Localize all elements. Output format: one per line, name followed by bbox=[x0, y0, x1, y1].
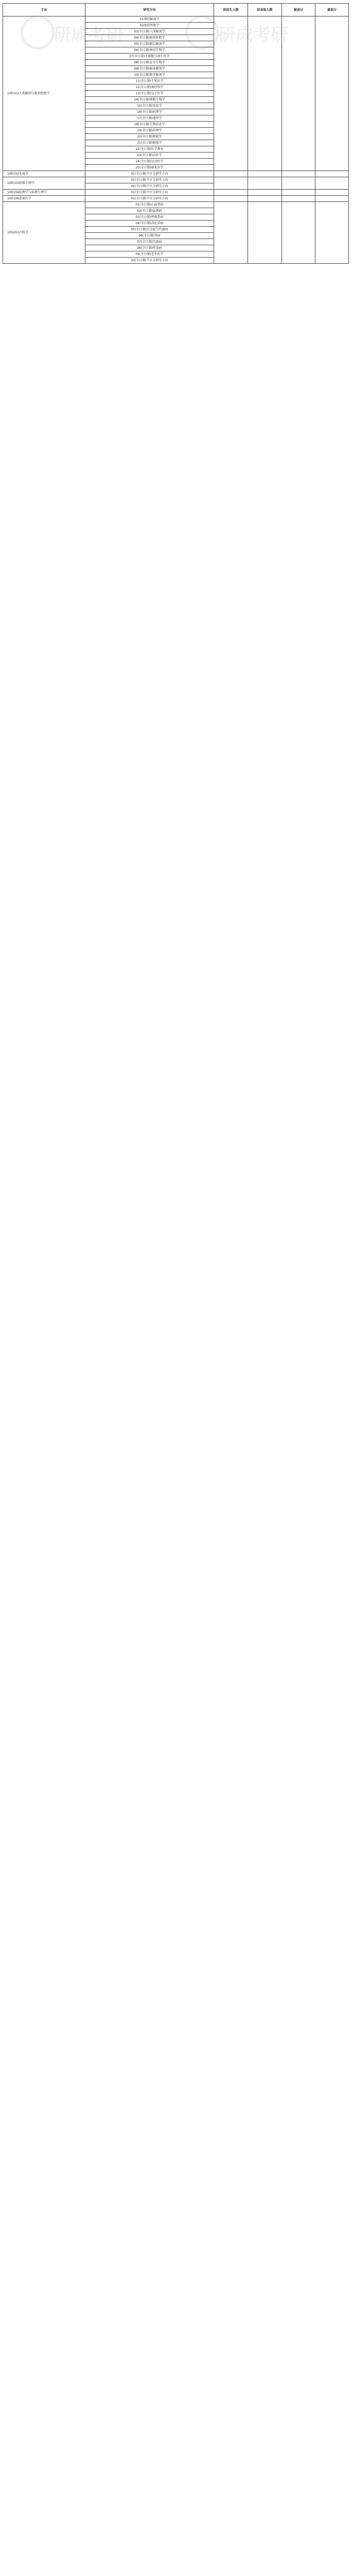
table-row bbox=[3, 196, 349, 202]
direction-cell: 01(全日制)不区分研究方向 bbox=[85, 196, 214, 202]
direction-cell: 01神经解剖学 bbox=[85, 16, 214, 23]
min-cell bbox=[315, 171, 349, 177]
direction-cell: 15(全日制)免疫学 bbox=[85, 103, 214, 109]
admit-cell bbox=[248, 202, 282, 264]
direction-cell: 20(全日制)肿瘤学 bbox=[85, 134, 214, 140]
plan-cell bbox=[214, 190, 248, 196]
direction-cell: 16(全日制)病理学 bbox=[85, 109, 214, 115]
major-cell: 100101人体解剖与组织胚胎学 bbox=[3, 16, 85, 171]
direction-cell: 07(全日制)干细胞与再生医学 bbox=[85, 54, 214, 60]
direction-cell: 02组织胚胎学 bbox=[85, 23, 214, 29]
direction-cell: 01(全日制)不区分研究方向 bbox=[85, 190, 214, 196]
header-max-score: 最高分 bbox=[282, 4, 315, 16]
direction-cell: 22(全日制)医学教育 bbox=[85, 146, 214, 152]
major-cell: 100106放射医学 bbox=[3, 196, 85, 202]
direction-cell: 10(全日制)不区分研究方向 bbox=[85, 258, 214, 264]
watermark-text: 研成考研 bbox=[218, 25, 288, 45]
direction-cell: 05(全日制)内分泌与代谢病 bbox=[85, 227, 214, 233]
min-cell bbox=[315, 202, 349, 264]
major-cell: 100201内科学 bbox=[3, 202, 85, 264]
direction-cell: 19(全日制)药理学 bbox=[85, 128, 214, 134]
header-min-score: 最低分 bbox=[315, 4, 349, 16]
major-cell: 100102免疫学 bbox=[3, 171, 85, 177]
min-cell bbox=[315, 177, 349, 190]
direction-cell: 08(全日制)发育生物学 bbox=[85, 60, 214, 66]
direction-cell: 03(全日制)呼吸系病 bbox=[85, 214, 214, 221]
direction-cell: 01(全日制)不区分研究方向 bbox=[85, 177, 214, 183]
admit-cell bbox=[248, 16, 282, 171]
direction-cell: 14(全日制)细胞生物学 bbox=[85, 97, 214, 103]
direction-cell: 10(全日制)数字解剖学 bbox=[85, 72, 214, 78]
direction-cell: 25(全日制)康复医学 bbox=[85, 165, 214, 171]
admit-cell bbox=[248, 171, 282, 177]
admit-cell bbox=[248, 196, 282, 202]
plan-cell bbox=[214, 177, 248, 190]
header-major: 专业 bbox=[3, 4, 85, 16]
direction-cell: 13(全日制)分子医学 bbox=[85, 91, 214, 97]
major-cell: 100103病原生物学 bbox=[3, 177, 85, 190]
admit-cell bbox=[248, 190, 282, 196]
direction-cell: 08(全日制)传染病 bbox=[85, 245, 214, 251]
max-cell bbox=[282, 196, 315, 202]
plan-cell bbox=[214, 202, 248, 264]
direction-cell: 01(全日制)不区分研究方向 bbox=[85, 171, 214, 177]
direction-cell: 09(全日制)老年医学 bbox=[85, 251, 214, 258]
header-direction: 研究方向 bbox=[85, 4, 214, 16]
plan-cell bbox=[214, 16, 248, 171]
direction-cell: 02(全日制)不区分研究方向 bbox=[85, 183, 214, 190]
table-row bbox=[3, 177, 349, 183]
direction-cell: 11(全日制)生殖医学 bbox=[85, 78, 214, 84]
table-header-row bbox=[3, 4, 349, 16]
direction-cell: 18(全日制)生物信息学 bbox=[85, 122, 214, 128]
max-cell bbox=[282, 190, 315, 196]
plan-cell bbox=[214, 196, 248, 202]
direction-cell: 23(全日制)法医学 bbox=[85, 152, 214, 159]
max-cell bbox=[282, 16, 315, 171]
table-body bbox=[3, 16, 349, 264]
direction-cell: 05(全日制)断层解剖学 bbox=[85, 41, 214, 47]
direction-cell: 06(全日制)神经生物学 bbox=[85, 47, 214, 54]
table-row bbox=[3, 202, 349, 208]
direction-cell: 24(全日制)运动医学 bbox=[85, 159, 214, 165]
direction-cell: 03(全日制)人体解剖学 bbox=[85, 29, 214, 35]
table-row bbox=[3, 171, 349, 177]
min-cell bbox=[315, 16, 349, 171]
admission-table bbox=[3, 3, 349, 264]
admission-table-container bbox=[3, 3, 348, 264]
min-cell bbox=[315, 190, 349, 196]
direction-cell: 04(全日制)组织胚胎学 bbox=[85, 35, 214, 41]
min-cell bbox=[315, 196, 349, 202]
direction-cell: 21(全日制)影像学 bbox=[85, 140, 214, 146]
direction-cell: 01(全日制)心血管病 bbox=[85, 202, 214, 208]
plan-cell bbox=[214, 171, 248, 177]
table-row bbox=[3, 190, 349, 196]
max-cell bbox=[282, 171, 315, 177]
direction-cell: 12(全日制)神经科学 bbox=[85, 84, 214, 91]
direction-cell: 17(全日制)遗传学 bbox=[85, 115, 214, 122]
direction-cell: 07(全日制)风湿病 bbox=[85, 239, 214, 245]
header-admit: 拟录取人数 bbox=[248, 4, 282, 16]
direction-cell: 02(全日制)血液病 bbox=[85, 208, 214, 214]
direction-cell: 04(全日制)消化系病 bbox=[85, 221, 214, 227]
direction-cell: 09(全日制)临床解剖学 bbox=[85, 66, 214, 72]
header-plan: 拟招生人数 bbox=[214, 4, 248, 16]
max-cell bbox=[282, 202, 315, 264]
major-cell: 100104病理学与病理生理学 bbox=[3, 190, 85, 196]
admit-cell bbox=[248, 177, 282, 190]
max-cell bbox=[282, 177, 315, 190]
watermark-text: 研成考研 bbox=[54, 25, 123, 45]
table-row bbox=[3, 16, 349, 23]
direction-cell: 06(全日制)肾病 bbox=[85, 233, 214, 239]
